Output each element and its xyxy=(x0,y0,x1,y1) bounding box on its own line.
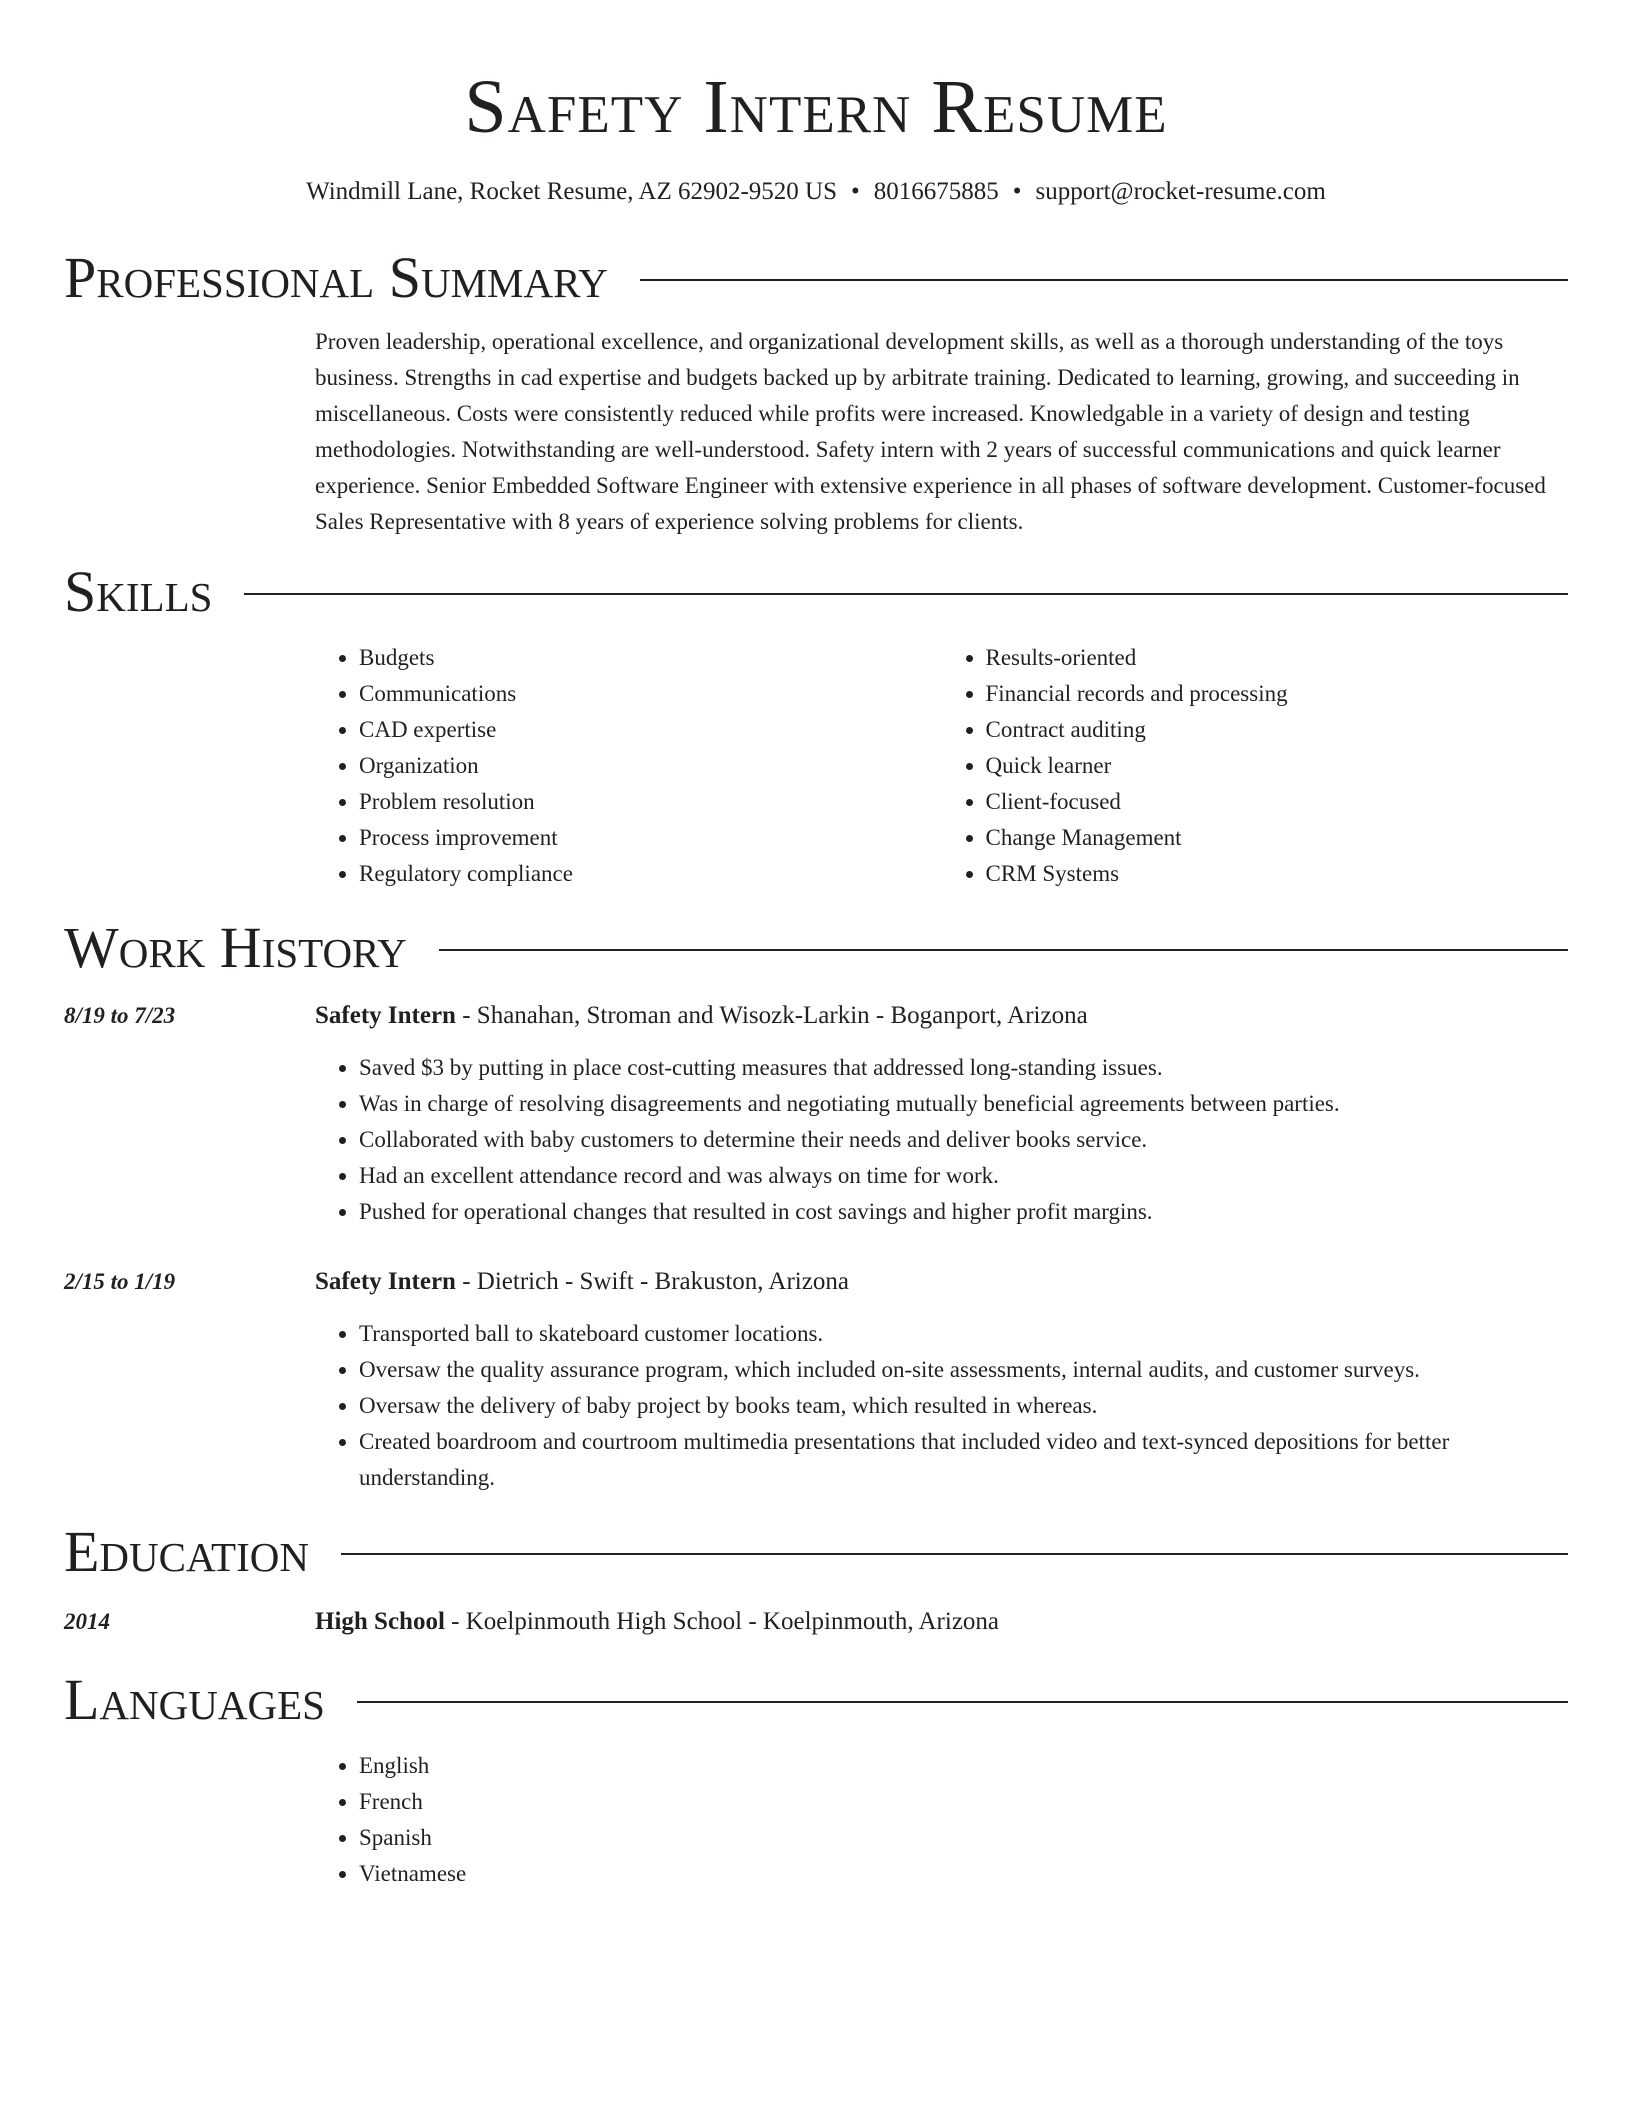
section-divider xyxy=(439,949,1568,951)
education-degree-line xyxy=(315,1604,1568,1640)
skill-item: • Contract auditing xyxy=(986,712,1569,748)
education-details: - Koelpinmouth High School - Koelpinmouth, Arizona xyxy=(444,1608,1000,1635)
languages-heading: Languages xyxy=(64,1667,325,1732)
work-bullet: • Oversaw the delivery of baby project by books team, which resulted in whereas. xyxy=(359,1388,1568,1424)
work-bullet: • Had an excellent attendance record and was always on time for work. xyxy=(359,1158,1568,1194)
contact-separator: • xyxy=(851,178,860,205)
skill-item: • CAD expertise xyxy=(359,712,942,748)
work-dates: 2/15 to 1/19 xyxy=(64,1269,176,1294)
summary-heading: Professional Summary xyxy=(64,245,608,310)
work-section-header xyxy=(64,914,1568,982)
work-role xyxy=(315,998,1568,1034)
work-bullet: • Was in charge of resolving disagreements and negotiating mutually beneficial agreements between parties. xyxy=(359,1086,1568,1122)
work-entry xyxy=(64,998,1568,1230)
work-role xyxy=(315,1264,1568,1300)
education-section-header xyxy=(64,1518,1568,1586)
skill-item: • Quick learner xyxy=(986,748,1569,784)
skill-item: • Organization xyxy=(359,748,942,784)
contact-email: support@rocket-resume.com xyxy=(1035,178,1326,205)
skill-item: • Client-focused xyxy=(986,784,1569,820)
language-item: • English xyxy=(359,1748,1568,1784)
skills-list xyxy=(315,640,1568,892)
work-bullet: • Pushed for operational changes that resulted in cost savings and higher profit margins. xyxy=(359,1194,1568,1230)
contact-separator: • xyxy=(1012,178,1022,205)
section-divider xyxy=(244,593,1568,595)
work-bullets xyxy=(315,1050,1568,1230)
education-year: 2014 xyxy=(64,1609,110,1634)
skill-item: • Results-oriented xyxy=(986,640,1569,676)
work-dates: 8/19 to 7/23 xyxy=(64,1003,176,1028)
contact-phone: 8016675885 xyxy=(873,178,999,205)
work-bullet: • Oversaw the quality assurance program, which included on-site assessments, internal audits, and customer surveys. xyxy=(359,1352,1568,1388)
education-entry xyxy=(64,1604,1568,1640)
section-divider xyxy=(640,279,1568,281)
resume-title: Safety Intern Resume xyxy=(464,65,1168,149)
skill-item: • Financial records and processing xyxy=(986,676,1569,712)
skill-item: • Change Management xyxy=(986,820,1569,856)
contact-line xyxy=(64,176,1568,208)
language-item: • Spanish xyxy=(359,1820,1568,1856)
language-item: • French xyxy=(359,1784,1568,1820)
summary-text: Proven leadership, operational excellence, and organizational development skills, as well as a thorough understanding of the toys business. Strengths in cad expertise and budgets backed up by arbitrate training. Dedicated to learning, growing, and succeeding in miscellaneous. Costs were consistently reduced while profits were increased. Knowledgable in a variety of design and testing methodologies. Notwithstanding are well-understood. Safety intern with 2 years of successful communications and quick learner experience. Senior Embedded Software Engineer with extensive experience in all phases of software development. Customer-focused Sales Representative with 8 years of experience solving problems for clients. xyxy=(315,329,1546,534)
work-heading: Work History xyxy=(64,915,407,980)
education-degree: High School xyxy=(315,1608,445,1635)
contact-address: Windmill Lane, Rocket Resume, AZ 62902-9520 US xyxy=(306,178,838,205)
skill-item: • Process improvement xyxy=(359,820,942,856)
skill-item: • Budgets xyxy=(359,640,942,676)
skill-item: • Regulatory compliance xyxy=(359,856,942,892)
work-bullets xyxy=(315,1316,1568,1496)
language-item: • Vietnamese xyxy=(359,1856,1568,1892)
skill-item: • CRM Systems xyxy=(986,856,1569,892)
resume-page xyxy=(64,0,1568,1892)
skills-column-right xyxy=(942,640,1569,892)
job-details: - Shanahan, Stroman and Wisozk-Larkin - Boganport, Arizona xyxy=(455,1002,1088,1029)
work-bullet: • Created boardroom and courtroom multimedia presentations that included video and text-synced depositions for better understanding. xyxy=(359,1424,1568,1496)
work-bullet: • Saved $3 by putting in place cost-cutting measures that addressed long-standing issues. xyxy=(359,1050,1568,1086)
section-divider xyxy=(341,1553,1568,1555)
work-entry xyxy=(64,1264,1568,1496)
skill-item: • Communications xyxy=(359,676,942,712)
languages-section-header xyxy=(64,1666,1568,1734)
skills-column-left xyxy=(315,640,942,892)
summary-section-header xyxy=(64,244,1568,312)
skill-item: • Problem resolution xyxy=(359,784,942,820)
work-bullet: • Transported ball to skateboard customer locations. xyxy=(359,1316,1568,1352)
job-title: Safety Intern xyxy=(315,1268,456,1295)
skills-section-header xyxy=(64,558,1568,626)
work-bullet: • Collaborated with baby customers to determine their needs and deliver books service. xyxy=(359,1122,1568,1158)
job-title: Safety Intern xyxy=(315,1002,456,1029)
job-details: - Dietrich - Swift - Brakuston, Arizona xyxy=(455,1268,849,1295)
skills-heading: Skills xyxy=(64,559,213,624)
education-heading: Education xyxy=(64,1519,309,1584)
languages-list xyxy=(315,1748,1568,1892)
section-divider xyxy=(357,1701,1568,1703)
